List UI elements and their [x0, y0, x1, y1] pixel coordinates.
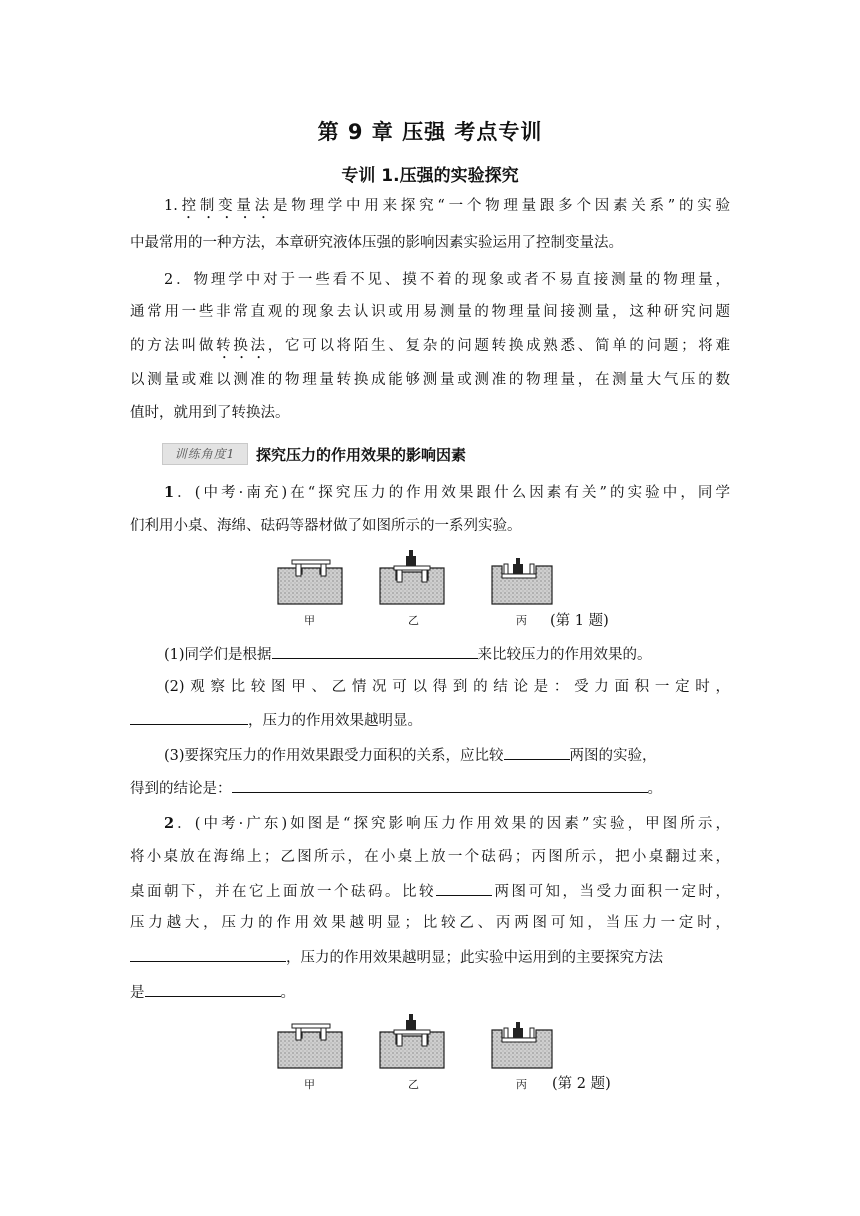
- intro-p2-text-a: 的方法叫做: [130, 338, 217, 354]
- q1-sub3-line1: [164, 744, 730, 766]
- q1-text: ．(中考·南充)在“探究压力的作用效果跟什么因素有关”的实验中，同学: [174, 485, 730, 501]
- q2-line6: [130, 981, 730, 1003]
- q1-fig-jia: [278, 560, 342, 604]
- q2-line3: [130, 880, 730, 902]
- q2-fig-jia: [278, 1024, 342, 1068]
- q2-number: 2: [164, 815, 175, 832]
- q2-text: ．(中考·广东)如图是“探究影响压力作用效果的因素”实验，甲图所示，: [174, 816, 730, 832]
- q1-fig-yi: [380, 550, 444, 604]
- q1-fig-bing: [492, 558, 552, 604]
- q2-figure: [276, 1012, 558, 1070]
- q1-sub1-text-b: 来比较压力的作用效果的。: [477, 647, 652, 663]
- q1-sub1-blank[interactable]: [272, 643, 478, 659]
- q2-fig-yi: [380, 1014, 444, 1068]
- intro-p2-emphasis: 转换法: [216, 338, 268, 354]
- q1-sub3-text-c: 得到的结论是：: [130, 781, 232, 797]
- q1-sub3-blank2[interactable]: [232, 777, 648, 793]
- page-title: 第 9 章 压强 考点专训: [317, 120, 543, 144]
- section-tag: 训练角度1: [162, 443, 248, 465]
- q1-sub1-text-a: (1)同学们是根据: [164, 647, 272, 663]
- intro-p2-line2: 通常用一些非常直观的现象去认识或用易测量的物理量间接测量，这种研究问题: [130, 304, 730, 320]
- q2-blank2[interactable]: [130, 946, 286, 962]
- q2-line5: [130, 946, 730, 968]
- q2-line6-text-b: 。: [280, 985, 295, 1001]
- q1-sub2-line1: (2)观察比较图甲、乙情况可以得到的结论是：受力面积一定时，: [164, 679, 730, 695]
- intro-p2-line4: 以测量或难以测准的物理量转换成能够测量或测准的物理量，在测量大气压的数: [130, 372, 730, 388]
- q2-fig-label-bing: 丙: [516, 1078, 527, 1091]
- q2-caption: (第 2 题): [552, 1076, 611, 1092]
- q1-sub3-text-a: (3)要探究压力的作用效果跟受力面积的关系，应比较: [164, 748, 504, 764]
- q1-sub3-line2: [130, 777, 730, 799]
- q1-sub2-blank[interactable]: [130, 709, 248, 725]
- q2-fig-bing: [492, 1022, 552, 1068]
- q1-sub3-text-d: 。: [647, 781, 662, 797]
- q1-sub2-text: ，压力的作用效果越明显。: [248, 713, 422, 729]
- intro-p2-line5: 值时，就用到了转换法。: [130, 405, 290, 421]
- q1-line2: 们利用小桌、海绵、砝码等器材做了如图所示的一系列实验。: [130, 518, 522, 534]
- intro-p1-line2: 中最常用的一种方法，本章研究液体压强的影响因素实验运用了控制变量法。: [130, 235, 623, 251]
- q2-fig-label-jia: 甲: [304, 1078, 315, 1091]
- q2-blank3[interactable]: [145, 981, 281, 997]
- q1-caption: (第 1 题): [550, 613, 609, 629]
- intro-p1-line1: [164, 196, 730, 222]
- q2-line3-text-b: 两图可知，当受力面积一定时，: [492, 884, 730, 900]
- q1-sub3-text-b: 两图的实验，: [569, 748, 657, 764]
- q2-line1: [164, 814, 730, 834]
- intro-p1-emphasis: 控制变量法: [177, 198, 273, 214]
- q2-blank1[interactable]: [436, 880, 492, 896]
- q1-figure: [276, 548, 558, 606]
- intro-p2-text-b: ，它可以将陌生、复杂的问题转换成熟悉、简单的问题；将难: [267, 338, 731, 354]
- q2-line6-text-a: 是: [130, 985, 145, 1001]
- q1-number: 1: [164, 484, 175, 501]
- intro-p1-prefix: 1.: [164, 198, 178, 214]
- section-title: 探究压力的作用效果的影响因素: [256, 446, 467, 464]
- q2-line2: 将小桌放在海绵上；乙图所示，在小桌上放一个砝码；丙图所示，把小桌翻过来，: [130, 849, 730, 865]
- q1-fig-label-bing: 丙: [516, 614, 527, 627]
- q1-sub2-line2: [130, 709, 730, 731]
- intro-p1-text: 是物理学中用来探究“一个物理量跟多个因素关系”的实验: [272, 198, 731, 214]
- q2-fig-label-yi: 乙: [408, 1078, 419, 1091]
- intro-p2-line1: 2．物理学中对于一些看不见、摸不着的现象或者不易直接测量的物理量，: [164, 272, 730, 288]
- q1-fig-label-jia: 甲: [304, 614, 315, 627]
- page-subtitle: 专训 1.压强的实验探究: [341, 166, 519, 186]
- q1-line1: [164, 483, 730, 503]
- q2-line5-text: ，压力的作用效果越明显；此实验中运用到的主要探究方法: [286, 950, 663, 966]
- q2-line4: 压力越大，压力的作用效果越明显；比较乙、丙两图可知，当压力一定时，: [130, 915, 730, 931]
- q1-fig-label-yi: 乙: [408, 614, 419, 627]
- q1-sub1: [164, 643, 730, 665]
- intro-p2-line3: [130, 336, 730, 362]
- q1-sub3-blank1[interactable]: [504, 744, 570, 760]
- q2-line3-text-a: 桌面朝下，并在它上面放一个砝码。比较: [130, 884, 436, 900]
